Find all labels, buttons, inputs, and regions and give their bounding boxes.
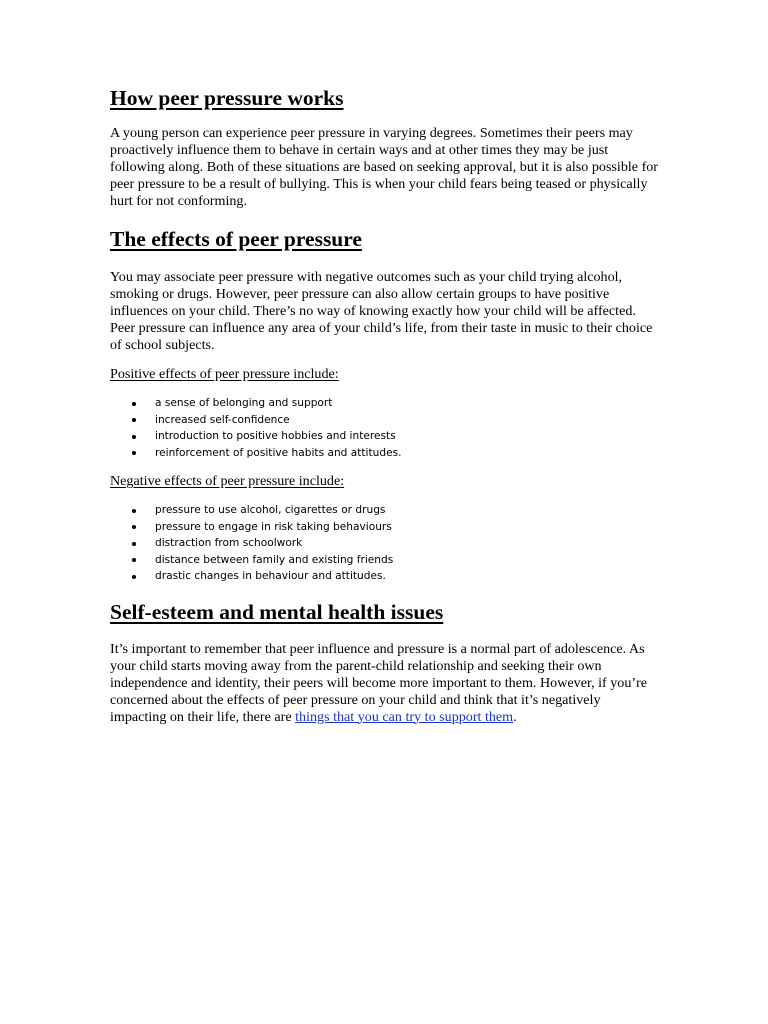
list-item-text: pressure to use alcohol, cigarettes or drugs: [155, 504, 386, 516]
list-item: [110, 395, 658, 412]
bullet-icon: [132, 451, 136, 455]
section-title-self-esteem: Self-esteem and mental health issues: [110, 599, 444, 624]
list-item-text: distance between family and existing friends: [155, 553, 394, 566]
bullet-icon: [132, 525, 136, 529]
bullet-icon: [132, 402, 136, 406]
document-page: [110, 84, 658, 726]
list-item-text: introduction to positive hobbies and interests: [155, 430, 396, 442]
list-item: [110, 412, 658, 429]
list-item-text: a sense of belonging and support: [155, 397, 333, 409]
negative-effects-heading: Negative effects of peer pressure include:: [110, 473, 345, 489]
bullet-icon: [132, 418, 136, 422]
bullet-icon: [132, 509, 136, 513]
bullet-icon: [132, 435, 136, 439]
list-item-text: pressure to engage in risk taking behaviours: [155, 520, 392, 533]
list-item-text: drastic changes in behaviour and attitudes.: [155, 570, 386, 582]
bullet-icon: [132, 558, 136, 562]
list-item: [110, 445, 658, 462]
list-item-text: distraction from schoolwork: [155, 537, 303, 549]
section-body-text: It’s important to remember that peer influence and pressure is a normal part of adolescence. As your child starts moving away from the parent-child relationship and seeking their own independence and identity, their peers will become more important to them. However, if you’re concerned about the effects of peer pressure on your child and think that it’s negatively impacting on their life, there are: [110, 640, 648, 725]
bullet-icon: [132, 575, 136, 579]
support-tips-link[interactable]: things that you can try to support them: [295, 708, 514, 725]
bullet-icon: [132, 542, 136, 546]
list-item: [110, 535, 658, 552]
positive-effects-heading: Positive effects of peer pressure include:: [110, 366, 339, 382]
list-item: [110, 519, 658, 536]
list-item: [110, 568, 658, 585]
section-title-how-peer-pressure-works: How peer pressure works: [110, 86, 344, 110]
list-item: [110, 428, 658, 445]
list-item: [110, 552, 658, 569]
positive-effects-list: [110, 395, 658, 461]
list-item-text: reinforcement of positive habits and attitudes.: [155, 446, 402, 459]
list-item-text: increased self-confidence: [155, 413, 290, 426]
section-body-self-esteem: [110, 641, 658, 726]
section-title-effects-of-peer-pressure: The effects of peer pressure: [110, 227, 362, 251]
section-body-how-peer-pressure-works: A young person can experience peer pressure in varying degrees. Sometimes their peers may proactively influence them to behave in certain ways and at other times they may be just following along. Both of these situations are based on seeking approval, but it is also possible for peer pressure to be a result of bullying. This is when your child fears being teased or physically hurt for not conforming.: [110, 125, 658, 209]
section-body-effects-of-peer-pressure: You may associate peer pressure with negative outcomes such as your child trying alcohol, smoking or drugs. However, peer pressure can also allow certain groups to have positive influences on your child. There’s no way of knowing exactly how your child will be affected. Peer pressure can influence any area of your child’s life, from their taste in music to their choice of school subjects.: [110, 269, 653, 353]
list-item: [110, 502, 658, 519]
section-body-end: .: [513, 708, 517, 725]
negative-effects-list: [110, 502, 658, 585]
